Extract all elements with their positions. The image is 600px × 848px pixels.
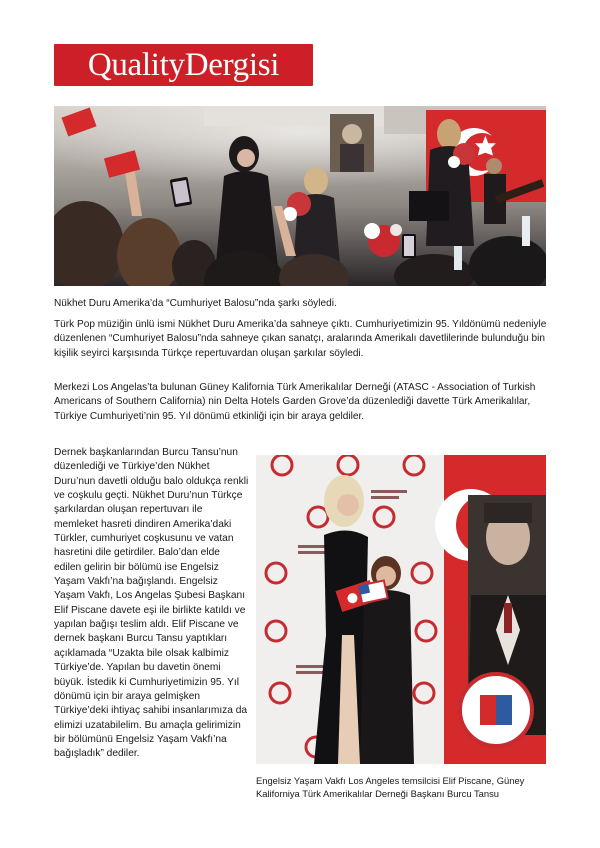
magazine-logo bbox=[54, 44, 313, 86]
event-photo bbox=[256, 455, 546, 764]
intro-paragraph-1: Türk Pop müziğin ünlü ismi Nükhet Duru Amerika’da sahneye çıktı. Cumhuriyetimizin 95. Yıldönümü nedeniyle düzenlenen “Cumhuriyet Balosu”nda sahneye çıkan sanatçı, aralarında Amerikalı davetlilerinde bulunduğu bin kişilik seyirci karşısında Türkçe repertuvardan oluşan şarkılar söyledi. bbox=[54, 319, 547, 359]
logo-text: QualityDergisi bbox=[87, 46, 280, 83]
sequin-dress bbox=[360, 590, 414, 764]
photo-caption: Engelsiz Yaşam Vakfı Los Angeles temsilcisi Elif Piscane, Güney Kaliforniya Türk Amerikalılar Derneği Başkanı Burcu Tansu bbox=[256, 775, 525, 799]
article-headline: Nükhet Duru Amerika’da “Cumhuriyet Balosu”nda şarkı söyledi. bbox=[54, 298, 337, 309]
event-photo-illustration bbox=[256, 455, 546, 764]
intro-paragraph-2: Merkezi Los Angelas’ta bulunan Güney Kalifornia Türk Amerikalılar Derneği (ATASC - Association of Turkish Americans of Southern California) nin Delta Hotels Garden Grove’da düzenlediği davette Türk Amerikalılar, Türkiye Cumhuriyeti’nin 95. Yıl dönümü etkinliği için bir araya geldiler. bbox=[54, 382, 536, 422]
concert-photo-illustration bbox=[54, 106, 546, 286]
body-column: Dernek başkanlarından Burcu Tansu’nun düzenlediği ve Türkiye’den Nükhet Duru’nun davetli olduğu balo oldukça renkli ve coşkulu geçti. Nükhet Duru’nun Türkçe şarkılardan oluşan repertuvarı ile memleket hasreti dindiren Amerika’daki Türkler, cumhuriyet coşkusunu ve vatan hasretini dile getirdiler. Balo’dan elde edilen gelirin bir bölümü ise Engelsiz Yaşam Vakfı’na bağışlandı. Engelsiz Yaşam Vakfı, Los Angelas Şubesi Başkanı Elif Piscane davete eşi ile birlikte katıldı ve yapılan bağışı teslim aldı. Elif Piscane ve dernek başkanı Burcu Tansu yaptıkları açıklamada “Uzakta bile olsak kalbimiz Türkiye’de. Yapılan bu davetin önemi büyük. İstedik ki Cumhuriyetimizin 95. Yıl dönümü için bir araya gelmişken Türkiye’deki ihtiyaç sahibi insanlarımıza da elimizi uzatabilelim. Bu amaçla gelirimizin bir bölümünü Engelsiz Yaşam Vakfı’na bağışladık” dediler. bbox=[54, 447, 249, 760]
concert-photo bbox=[54, 106, 546, 286]
